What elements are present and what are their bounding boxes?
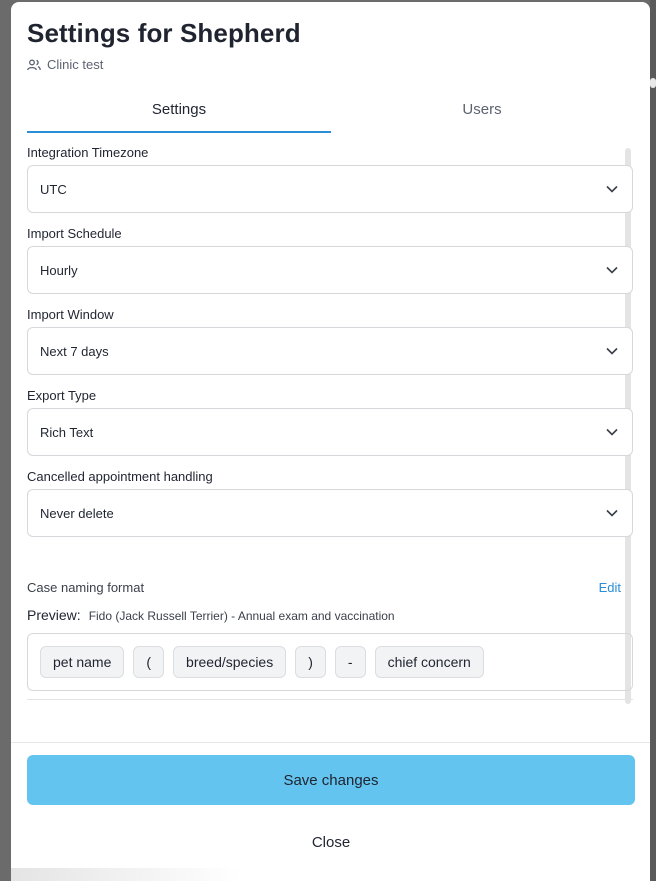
form-bottom-divider [27,699,633,700]
timezone-label: Integration Timezone [27,145,149,160]
cancelled-handling-value: Never delete [40,505,114,521]
chip-breed-species[interactable]: breed/species [173,646,286,678]
cancelled-handling-label: Cancelled appointment handling [27,469,213,484]
chevron-down-icon [606,423,618,441]
settings-form [27,145,635,705]
modal-title: Settings for Shepherd [27,18,301,48]
tab-users[interactable]: Users [462,101,502,118]
import-schedule-value: Hourly [40,262,78,278]
footer-divider [11,742,650,743]
clinic-name: Clinic test [47,57,104,72]
chip-open-paren[interactable]: ( [133,646,164,678]
export-type-select[interactable] [27,408,633,456]
chip-pet-name[interactable]: pet name [40,646,124,678]
timezone-value: UTC [40,181,67,197]
case-naming-label: Case naming format [27,580,145,595]
case-format-chips [27,633,633,691]
modal-subtitle [27,57,103,72]
backdrop-scrollbar [650,0,656,881]
case-name-preview [27,607,395,623]
people-icon [27,59,41,71]
tab-bar [27,88,633,133]
bottom-shadow [11,868,241,881]
settings-modal [11,2,650,881]
preview-label: Preview: [27,607,81,623]
import-window-label: Import Window [27,307,114,322]
tab-settings[interactable]: Settings [27,88,331,133]
import-window-value: Next 7 days [40,343,109,359]
edit-case-naming-link[interactable]: Edit [598,580,621,595]
chevron-down-icon [606,180,618,198]
export-type-label: Export Type [27,388,97,403]
save-changes-button[interactable]: Save changes [27,755,635,805]
preview-text: Fido (Jack Russell Terrier) - Annual exam and vaccination [88,609,395,623]
import-schedule-select[interactable] [27,246,633,294]
import-window-select[interactable] [27,327,633,375]
close-button[interactable]: Close [27,824,635,860]
chip-chief-concern[interactable]: chief concern [375,646,484,678]
chevron-down-icon [606,504,618,522]
chip-dash[interactable]: - [335,646,366,678]
timezone-select[interactable] [27,165,633,213]
backdrop-scroll-thumb [650,78,656,88]
chevron-down-icon [606,342,618,360]
cancelled-handling-select[interactable] [27,489,633,537]
export-type-value: Rich Text [40,424,94,440]
chevron-down-icon [606,261,618,279]
import-schedule-label: Import Schedule [27,226,122,241]
chip-close-paren[interactable]: ) [295,646,326,678]
